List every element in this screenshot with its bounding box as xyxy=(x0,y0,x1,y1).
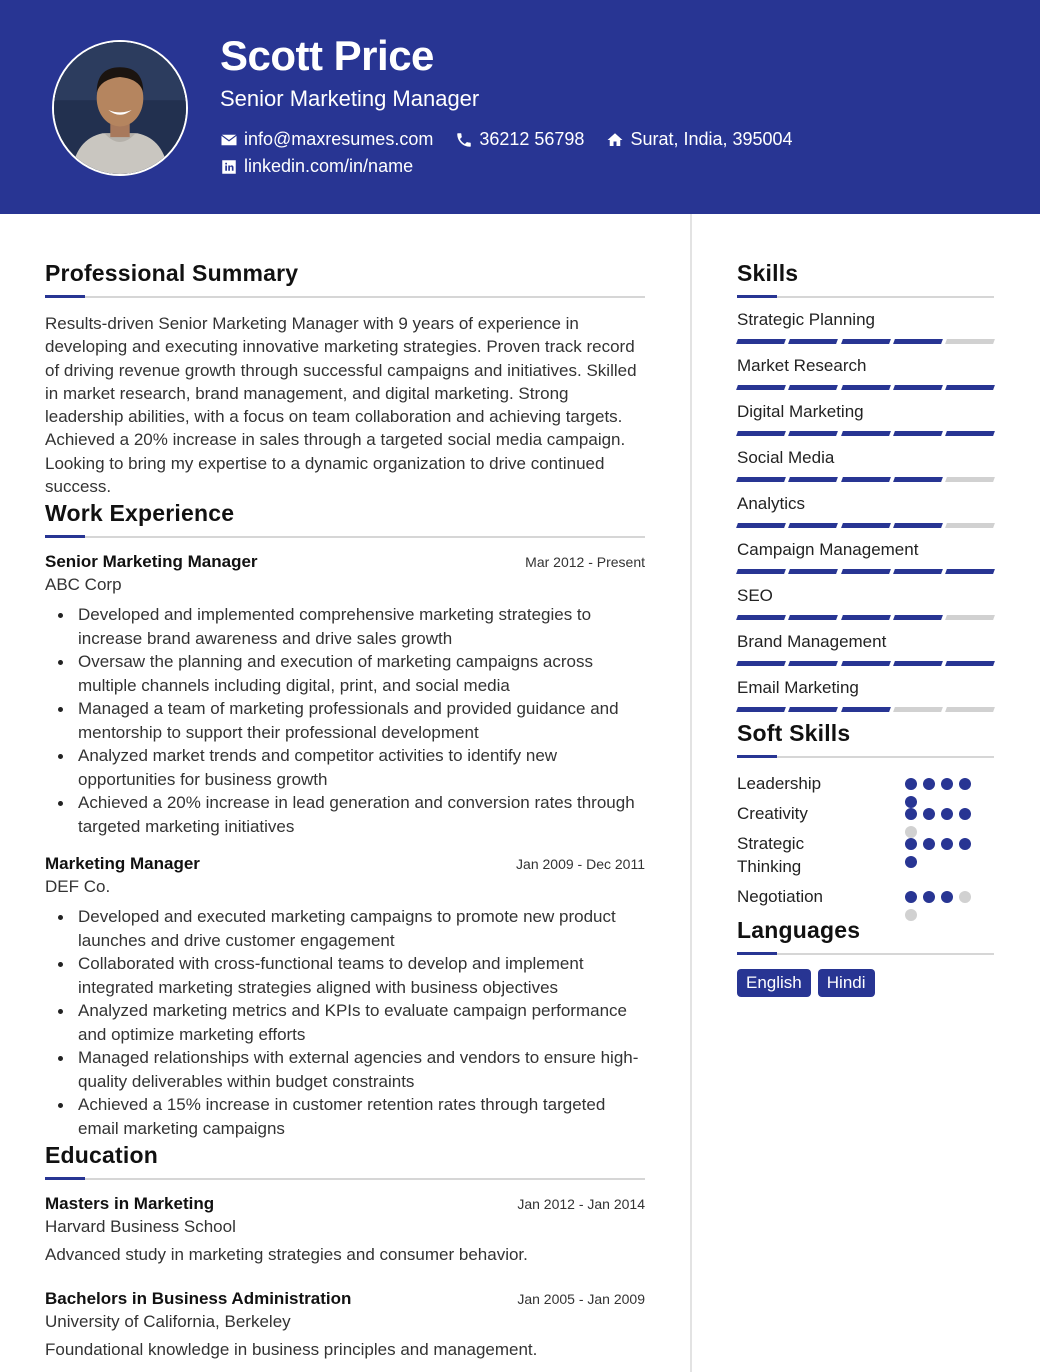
location-contact xyxy=(606,129,792,150)
job-bullet: Developed and executed marketing campaigns to promote new product launches and drive customer engagement xyxy=(78,905,645,952)
skill-item xyxy=(737,356,994,390)
languages-section xyxy=(737,917,994,997)
soft-skill-level-dot xyxy=(923,891,935,903)
skill-level-segment xyxy=(788,523,837,528)
skill-level-segment xyxy=(893,477,942,482)
summary-text: Results-driven Senior Marketing Manager with 9 years of experience in developing and executing innovative marketing strategies. Proven track record of driving revenue growth through successful campaigns and initiatives. Skilled in market research, brand management, and digital marketing. Strong leadership abilities, with a focus on team collaboration and achieving targets. Achieved a 20% increase in sales through a targeted social media campaign. Looking to bring my expertise to a dynamic organization to drive continued success. xyxy=(45,314,637,497)
skill-level-segment xyxy=(788,707,837,712)
soft-skill-name: Creativity xyxy=(737,804,808,823)
profile-photo xyxy=(52,40,188,176)
skill-level-segment xyxy=(946,661,995,666)
job-company: DEF Co. xyxy=(45,877,111,897)
skill-bar xyxy=(737,569,994,574)
school: Harvard Business School xyxy=(45,1217,236,1237)
soft-skill-name: Strategic Thinking xyxy=(737,834,805,876)
email-contact[interactable] xyxy=(220,129,433,150)
skill-level-segment xyxy=(841,339,890,344)
skill-name: Market Research xyxy=(737,356,867,375)
email-text: info@maxresumes.com xyxy=(244,129,434,149)
skill-bar xyxy=(737,477,994,482)
soft-skill-item xyxy=(737,802,994,832)
skill-level-segment xyxy=(788,661,837,666)
job-role: Senior Marketing Manager xyxy=(45,552,258,572)
education-dates: Jan 2012 - Jan 2014 xyxy=(517,1196,645,1213)
skill-bar xyxy=(737,707,994,712)
job-bullets xyxy=(45,905,645,1140)
skill-item xyxy=(737,402,994,436)
skill-level-segment xyxy=(736,523,785,528)
skill-item xyxy=(737,310,994,344)
degree: Masters in Marketing xyxy=(45,1194,215,1214)
section-rule xyxy=(45,296,645,298)
experience-section xyxy=(45,500,645,1140)
main-column xyxy=(45,260,645,1360)
school: University of California, Berkeley xyxy=(45,1312,291,1332)
soft-skill-dots xyxy=(905,832,985,874)
skill-bar xyxy=(737,523,994,528)
skills-section xyxy=(737,260,994,712)
section-rule xyxy=(737,296,994,298)
skill-name: Campaign Management xyxy=(737,540,919,559)
phone-contact[interactable] xyxy=(455,129,584,150)
skill-level-segment xyxy=(788,569,837,574)
education-description: Advanced study in marketing strategies and consumer behavior. xyxy=(45,1245,528,1265)
education-description: Foundational knowledge in business principles and management. xyxy=(45,1340,538,1360)
job-dates: Mar 2012 - Present xyxy=(525,554,645,571)
skill-item xyxy=(737,540,994,574)
job-bullets xyxy=(45,603,645,838)
contact-row-2 xyxy=(220,156,435,177)
soft-skill-level-dot xyxy=(941,808,953,820)
language-badge: English xyxy=(737,969,811,997)
job-bullet: Analyzed marketing metrics and KPIs to evaluate campaign performance and optimize marketing efforts xyxy=(78,999,645,1046)
skill-level-segment xyxy=(893,431,942,436)
soft-skill-name: Leadership xyxy=(737,774,822,793)
job-role: Marketing Manager xyxy=(45,854,200,874)
skill-level-segment xyxy=(946,523,995,528)
skill-item xyxy=(737,678,994,712)
soft-skill-level-dot xyxy=(923,838,935,850)
soft-skill-item xyxy=(737,772,994,802)
skill-level-segment xyxy=(736,339,785,344)
job-dates: Jan 2009 - Dec 2011 xyxy=(516,856,645,873)
job-bullet: Managed a team of marketing professionals and provided guidance and mentorship to support their professional development xyxy=(78,697,645,744)
skill-item xyxy=(737,448,994,482)
home-icon xyxy=(606,131,624,149)
soft-skill-level-dot xyxy=(941,838,953,850)
skill-level-segment xyxy=(841,385,890,390)
envelope-icon xyxy=(220,131,238,149)
soft-skill-level-dot xyxy=(941,778,953,790)
skill-level-segment xyxy=(893,523,942,528)
degree: Bachelors in Business Administration xyxy=(45,1289,352,1309)
skill-level-segment xyxy=(841,707,890,712)
languages-heading: Languages xyxy=(737,917,861,943)
skill-name: Email Marketing xyxy=(737,678,859,697)
skill-name: Analytics xyxy=(737,494,806,513)
skill-level-segment xyxy=(736,431,785,436)
resume-header xyxy=(0,0,1040,214)
soft-skill-level-dot xyxy=(959,808,971,820)
skill-level-segment xyxy=(788,477,837,482)
soft-skills-heading: Soft Skills xyxy=(737,720,851,746)
skill-level-segment xyxy=(946,339,995,344)
job-bullet: Achieved a 20% increase in lead generation and conversion rates through targeted marketing initiatives xyxy=(78,791,645,838)
skill-name: Digital Marketing xyxy=(737,402,864,421)
job-bullet: Collaborated with cross-functional teams to develop and implement integrated marketing strategies aligned with business objectives xyxy=(78,952,645,999)
soft-skill-item xyxy=(737,885,994,915)
sidebar xyxy=(737,260,994,997)
soft-skill-level-dot xyxy=(923,808,935,820)
job-entry xyxy=(45,854,645,1140)
soft-skill-level-dot xyxy=(959,838,971,850)
skill-bar xyxy=(737,431,994,436)
soft-skill-level-dot xyxy=(905,909,917,921)
candidate-name: Scott Price xyxy=(220,32,434,79)
skill-level-segment xyxy=(736,661,785,666)
summary-heading: Professional Summary xyxy=(45,260,299,286)
linkedin-contact[interactable] xyxy=(220,156,413,177)
skill-name: Brand Management xyxy=(737,632,887,651)
skill-level-segment xyxy=(841,661,890,666)
skill-item xyxy=(737,632,994,666)
job-entry xyxy=(45,552,645,838)
soft-skill-level-dot xyxy=(959,778,971,790)
skill-level-segment xyxy=(736,477,785,482)
skill-level-segment xyxy=(841,477,890,482)
skill-level-segment xyxy=(893,569,942,574)
skill-level-segment xyxy=(736,707,785,712)
skill-level-segment xyxy=(841,523,890,528)
education-entry xyxy=(45,1194,645,1265)
education-dates: Jan 2005 - Jan 2009 xyxy=(517,1291,645,1308)
linkedin-icon xyxy=(220,158,238,176)
candidate-title: Senior Marketing Manager xyxy=(220,86,480,111)
job-company: ABC Corp xyxy=(45,575,122,595)
skill-name: Strategic Planning xyxy=(737,310,875,329)
skill-level-segment xyxy=(841,615,890,620)
skill-level-segment xyxy=(736,569,785,574)
skill-level-segment xyxy=(893,339,942,344)
section-rule xyxy=(737,756,994,758)
soft-skill-level-dot xyxy=(905,778,917,790)
soft-skill-level-dot xyxy=(959,891,971,903)
soft-skill-item xyxy=(737,832,994,885)
column-divider xyxy=(690,214,692,1372)
location-text: Surat, India, 395004 xyxy=(630,129,793,149)
skill-bar xyxy=(737,339,994,344)
soft-skill-level-dot xyxy=(905,891,917,903)
summary-section xyxy=(45,260,645,498)
skill-level-segment xyxy=(736,385,785,390)
language-badge: Hindi xyxy=(818,969,875,997)
phone-icon xyxy=(455,131,473,149)
skill-level-segment xyxy=(946,431,995,436)
linkedin-text: linkedin.com/in/name xyxy=(244,156,414,176)
skill-name: Social Media xyxy=(737,448,835,467)
skill-bar xyxy=(737,661,994,666)
phone-text: 36212 56798 xyxy=(479,129,585,149)
job-bullet: Developed and implemented comprehensive marketing strategies to increase brand awareness and drive sales growth xyxy=(78,603,645,650)
skill-name: SEO xyxy=(737,586,773,605)
job-bullet: Managed relationships with external agencies and vendors to ensure high-quality deliverables within budget constraints xyxy=(78,1046,645,1093)
job-bullet: Analyzed market trends and competitor activities to identify new opportunities for business growth xyxy=(78,744,645,791)
skill-bar xyxy=(737,615,994,620)
skill-level-segment xyxy=(841,569,890,574)
soft-skill-dots xyxy=(905,885,985,927)
skill-level-segment xyxy=(841,431,890,436)
section-rule xyxy=(45,1178,645,1180)
skill-level-segment xyxy=(893,615,942,620)
soft-skill-level-dot xyxy=(905,838,917,850)
skill-level-segment xyxy=(946,615,995,620)
skill-level-segment xyxy=(946,385,995,390)
skills-list xyxy=(737,310,994,712)
experience-heading: Work Experience xyxy=(45,500,235,527)
soft-skill-name: Negotiation xyxy=(737,887,824,906)
soft-skill-level-dot xyxy=(905,808,917,820)
skill-level-segment xyxy=(946,707,995,712)
skill-level-segment xyxy=(788,615,837,620)
skill-level-segment xyxy=(893,707,942,712)
education-section xyxy=(45,1142,645,1360)
soft-skill-level-dot xyxy=(941,891,953,903)
skill-bar xyxy=(737,385,994,390)
job-bullet: Achieved a 15% increase in customer retention rates through targeted email marketing campaigns xyxy=(78,1093,645,1140)
section-rule xyxy=(737,953,994,955)
skill-item xyxy=(737,586,994,620)
skill-level-segment xyxy=(946,569,995,574)
section-rule xyxy=(45,536,645,538)
skill-level-segment xyxy=(788,431,837,436)
skill-level-segment xyxy=(893,385,942,390)
soft-skills-list xyxy=(737,772,994,915)
skill-level-segment xyxy=(788,385,837,390)
skill-item xyxy=(737,494,994,528)
skills-heading: Skills xyxy=(737,260,799,286)
education-entry xyxy=(45,1289,645,1360)
skill-level-segment xyxy=(946,477,995,482)
contact-row xyxy=(220,129,815,150)
soft-skill-level-dot xyxy=(923,778,935,790)
job-bullet: Oversaw the planning and execution of marketing campaigns across multiple channels including digital, print, and social media xyxy=(78,650,645,697)
skill-level-segment xyxy=(788,339,837,344)
soft-skills-section xyxy=(737,720,994,915)
education-heading: Education xyxy=(45,1142,158,1169)
soft-skill-level-dot xyxy=(905,856,917,868)
skill-level-segment xyxy=(893,661,942,666)
languages-list xyxy=(737,969,994,997)
skill-level-segment xyxy=(736,615,785,620)
